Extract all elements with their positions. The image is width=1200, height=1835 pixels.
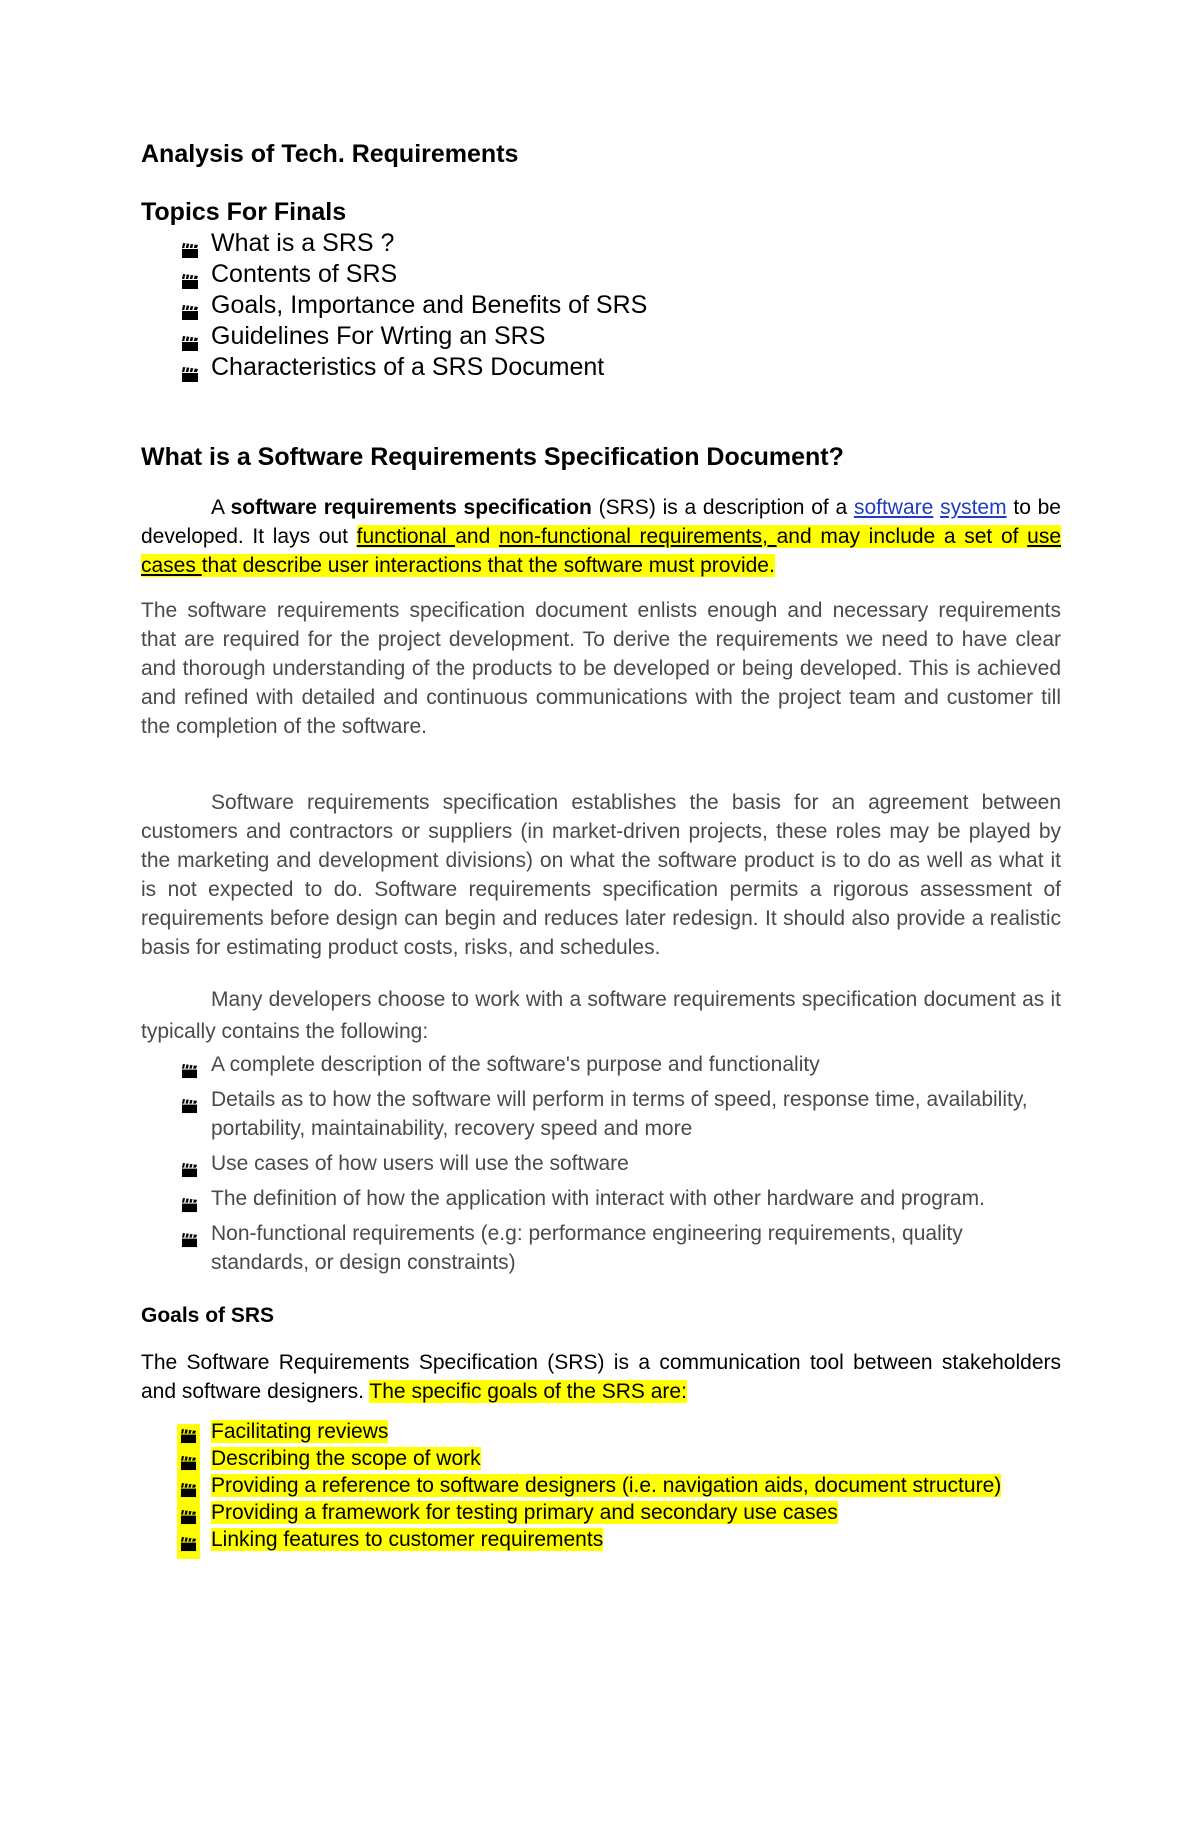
list-item: Use cases of how users will use the software: [141, 1149, 1061, 1178]
list-item: Linking features to customer requirements: [141, 1526, 1061, 1553]
list-item: Facilitating reviews: [141, 1418, 1061, 1445]
list-item: What is a SRS ?: [141, 228, 1061, 259]
clapperboard-icon: [181, 1058, 198, 1087]
paragraph: The software requirements specification document enlists enough and necessary requirements that are required for the project development. To derive the requirements we need to have clear and thorough understanding of the products to be developed or being developed. This is achieved and refined with detailed and continuous communications with the project team and customer till the completion of the software.: [141, 599, 1061, 738]
clapperboard-icon: [177, 1532, 200, 1559]
goals-list: [141, 1418, 1061, 1553]
srs-contents-list: [141, 1050, 1061, 1277]
clapperboard-icon: [181, 1093, 198, 1122]
goals-intro-paragraph: The Software Requirements Specification (SRS) is a communication tool between stakeholders and software designers. The specific goals of the SRS are:: [141, 1351, 1061, 1403]
document-body: [141, 138, 1061, 1553]
software-link[interactable]: software: [853, 496, 934, 519]
list-item: Describing the scope of work: [141, 1445, 1061, 1472]
clapperboard-icon: [181, 1227, 198, 1256]
list-item: Goals, Importance and Benefits of SRS: [141, 290, 1061, 321]
system-link[interactable]: system: [940, 496, 1007, 519]
list-item: Providing a framework for testing primary and secondary use cases: [141, 1499, 1061, 1526]
srs-definition-paragraph: A software requirements specification (SRS) is a description of a software system to be developed. It lays out functional and non-functional requirements, and may include a set of use cases that describe user interactions that the software must provide.: [141, 496, 1061, 577]
list-item: Characteristics of a SRS Document: [141, 352, 1061, 383]
list-item: Non-functional requirements (e.g: performance engineering requirements, quality standards, or design constraints): [141, 1219, 1061, 1277]
paragraph: Software requirements specification establishes the basis for an agreement between customers and contractors or suppliers (in market-driven projects, these roles may be played by the marketing and development divisions) on what the software product is to do as well as what it is not expected to do. Software requirements specification permits a rigorous assessment of requirements before design can begin and reduces later redesign. It should also provide a realistic basis for estimating product costs, risks, and schedules.: [141, 791, 1061, 959]
clapperboard-icon: [181, 360, 199, 391]
list-item: Contents of SRS: [141, 259, 1061, 290]
list-item: Providing a reference to software designers (i.e. navigation aids, document structure): [141, 1472, 1061, 1499]
topics-heading: Topics For Finals: [141, 198, 347, 226]
section-heading: What is a Software Requirements Specification Document?: [141, 443, 844, 471]
goals-heading: Goals of SRS: [141, 1304, 275, 1327]
document-title: Analysis of Tech. Requirements: [141, 140, 519, 168]
list-item: Guidelines For Wrting an SRS: [141, 321, 1061, 352]
clapperboard-icon: [181, 1192, 198, 1221]
paragraph: Many developers choose to work with a software requirements specification document as it typically contains the following:: [141, 988, 1061, 1043]
clapperboard-icon: [181, 1157, 198, 1186]
topics-list: [141, 228, 1061, 383]
list-item: A complete description of the software's purpose and functionality: [141, 1050, 1061, 1079]
list-item: The definition of how the application with interact with other hardware and program.: [141, 1184, 1061, 1213]
list-item: Details as to how the software will perform in terms of speed, response time, availability, portability, maintainability, recovery speed and more: [141, 1085, 1061, 1143]
